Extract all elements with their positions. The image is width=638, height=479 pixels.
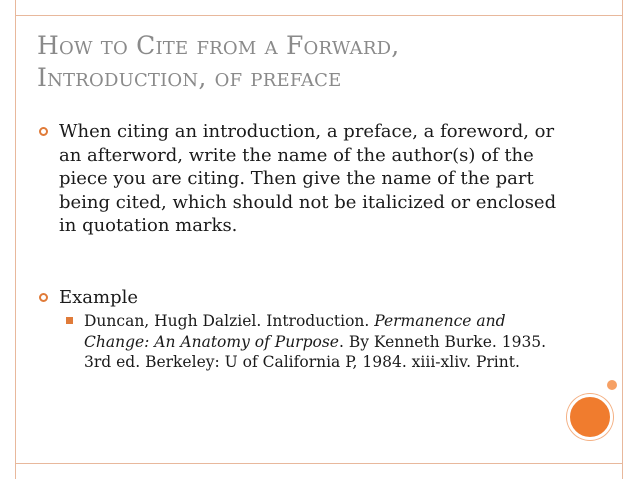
- frame-right-border: [622, 0, 638, 479]
- bullet-text: Example: [59, 287, 139, 308]
- bullet-text: When citing an introduction, a preface, a foreword, or an afterword, write the name of the author(s) of the piece you are citing. Then give the name of the part being cited, which should not be italicized or enclosed in quotation marks.: [59, 121, 557, 236]
- example-citation: [60, 311, 550, 373]
- square-bullet-icon: [66, 317, 73, 324]
- slide-title: [37, 30, 597, 94]
- citation-part-2: . By Kenneth Burke. 1935. 3rd ed. Berkeley: U of California P, 1984. xiii-xliv. Print.: [84, 332, 547, 371]
- decorative-small-dot: [607, 380, 617, 390]
- title-line-1: How to Cite from a Forward,: [37, 31, 400, 60]
- bullet-example: [37, 286, 557, 310]
- citation-book-title: Permanence and Change: An Anatomy of Purpose: [84, 312, 506, 351]
- frame-bottom-border: [16, 463, 622, 479]
- title-line-2: Introduction, of preface: [37, 63, 342, 92]
- citation-part-1: Duncan, Hugh Dalziel. Introduction.: [84, 312, 375, 330]
- bullet-ring-icon: [39, 293, 48, 302]
- decorative-large-dot: [567, 394, 613, 440]
- frame-left-border: [0, 0, 16, 479]
- bullet-ring-icon: [39, 127, 48, 136]
- bullet-citing-rule: [37, 120, 557, 238]
- frame-top-border: [16, 0, 622, 16]
